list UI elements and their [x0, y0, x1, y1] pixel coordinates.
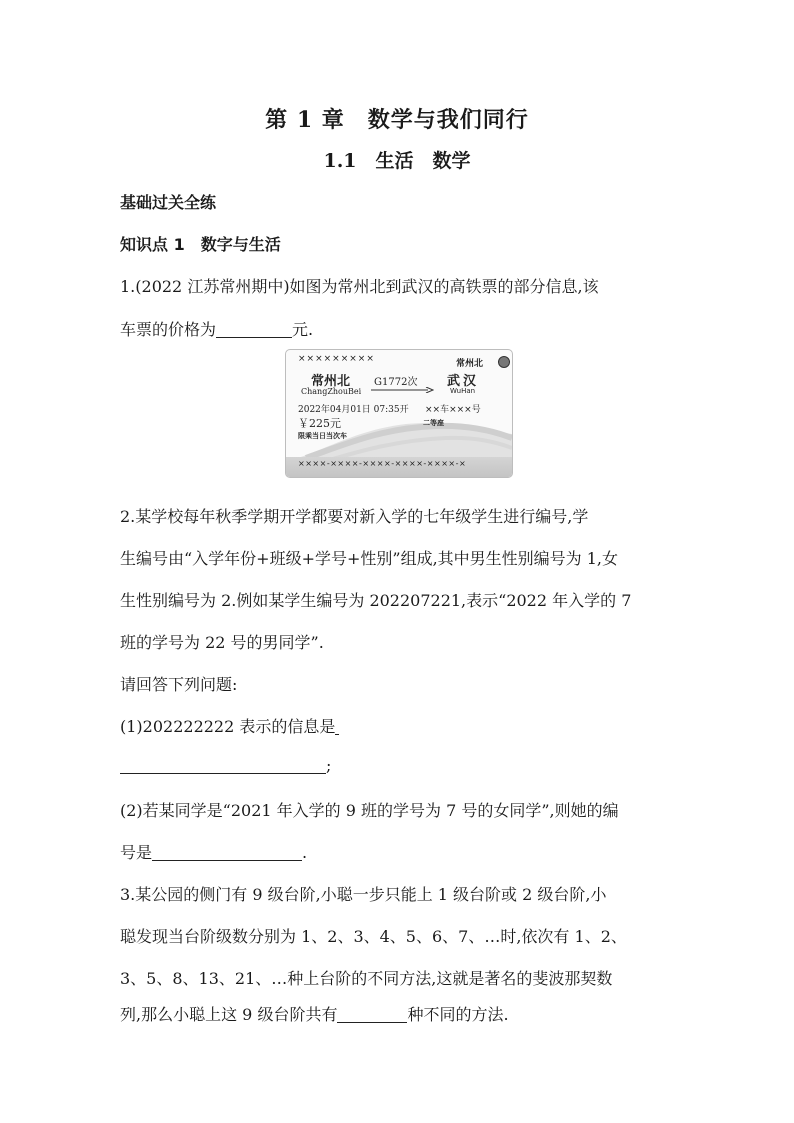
q3-text-after-blank: 种不同的方法.: [407, 1005, 509, 1024]
q3-text-before-blank: 列,那么小聪上这 9 级台阶共有: [120, 1005, 338, 1024]
q2-sub1-answer-line: [120, 756, 331, 775]
q2-line-4: 班的学号为 22 号的男同学”.: [120, 633, 324, 652]
q1-line-1: 1.(2022 江苏常州期中)如图为常州北到武汉的高铁票的部分信息,该: [120, 277, 599, 296]
ticket-from-station: 常州北: [311, 374, 351, 389]
chapter-title: 第 1 章 数学与我们同行: [265, 107, 529, 133]
q2-line-2: 生编号由“入学年份+班级+学号+性别”组成,其中男生性别编号为 1,女: [120, 549, 619, 568]
q3-methods-blank[interactable]: [337, 1006, 407, 1023]
ticket-limit-note: 限乘当日当次车: [298, 432, 347, 440]
ticket-seal-text: 常州北: [456, 359, 484, 369]
q2-sub1-blank-start: [335, 718, 339, 735]
q2-line-1: 2.某学校每年秋季学期开学都要对新入学的七年级学生进行编号,学: [120, 507, 589, 526]
q2-sub1-blank[interactable]: [120, 757, 326, 774]
ticket-arrow-icon: [370, 387, 434, 393]
q2-line-3: 生性别编号为 2.例如某学生编号为 202207221,表示“2022 年入学的 7: [120, 591, 632, 610]
q1-text-before-blank: 车票的价格为: [120, 320, 217, 339]
ticket-datetime: 2022年04月01日 07:35开: [298, 405, 409, 415]
basic-practice-heading: 基础过关全练: [120, 193, 217, 212]
ticket-to-station: 武汉: [447, 374, 480, 389]
q3-line-4: [120, 1002, 509, 1025]
section-title: 1.1 生活 数学: [323, 150, 471, 172]
knowledge-point-heading: 知识点 1 数字与生活: [120, 235, 281, 254]
ticket-train-number: G1772次: [374, 377, 418, 388]
q2-sub2-blank[interactable]: [152, 844, 302, 861]
q2-sub2-text-after: .: [302, 843, 308, 862]
q2-sub1-text: (1)202222222 表示的信息是: [120, 717, 336, 736]
q2-sub1: [120, 714, 339, 737]
ticket-bottom-code: ××××-××××-××××-××××-××××-×: [298, 459, 467, 468]
ticket-price: ￥225元: [298, 417, 341, 430]
ticket-seat: ××车×××号: [425, 405, 481, 415]
q3-line-1: 3.某公园的侧门有 9 级台阶,小聪一步只能上 1 级台阶或 2 级台阶,小: [120, 885, 607, 904]
q2-prompt: 请回答下列问题:: [120, 675, 238, 694]
q2-sub1-end: ;: [326, 756, 332, 775]
q1-price-blank[interactable]: [216, 321, 292, 338]
q3-line-2: 聪发现当台阶级数分别为 1、2、3、4、5、6、7、…时,依次有 1、2、: [120, 927, 627, 946]
q2-sub2-line-2: [120, 840, 307, 863]
ticket-seal-icon: [498, 356, 510, 368]
q1-line-2: [120, 317, 313, 340]
ticket-top-code: ×××××××××: [298, 354, 375, 364]
q2-sub2-text-before: 号是: [120, 843, 153, 862]
ticket-to-pinyin: WuHan: [450, 387, 476, 395]
q2-sub2-line-1: (2)若某同学是“2021 年入学的 9 班的学号为 7 号的女同学”,则她的编: [120, 801, 619, 820]
q1-text-after-blank: 元.: [292, 320, 314, 339]
q3-line-3: 3、5、8、13、21、…种上台阶的不同方法,这就是著名的斐波那契数: [120, 969, 613, 988]
ticket-from-pinyin: ChangZhouBei: [301, 387, 362, 396]
ticket-seat-class: 二等座: [423, 419, 444, 427]
train-ticket-image: [285, 349, 513, 478]
